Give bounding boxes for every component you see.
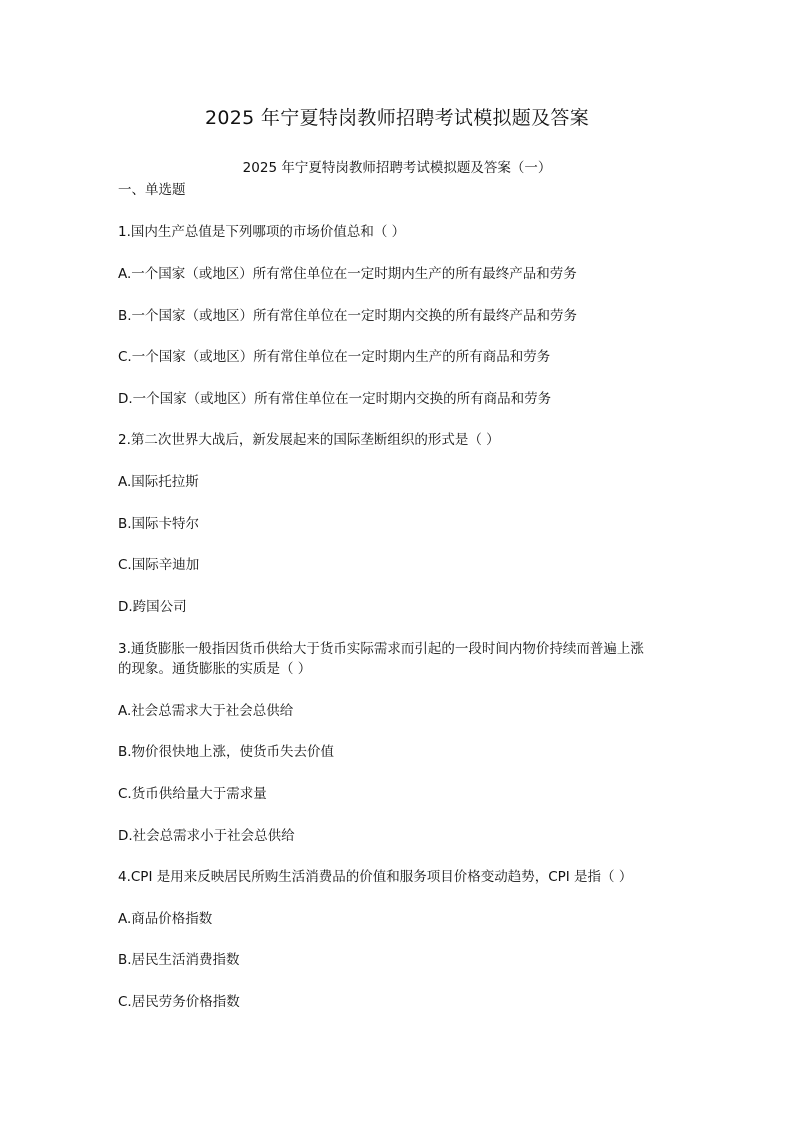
document-subtitle: 2025 年宁夏特岗教师招聘考试模拟题及答案（一） xyxy=(242,160,552,176)
section-heading: 一、单选题 xyxy=(118,182,186,198)
question-3-stem-line-1: 3.通货膨胀一般指因货币供给大于货币实际需求而引起的一段时间内物价持续而普遍上涨 xyxy=(118,641,644,657)
question-2-option-c: C.国际辛迪加 xyxy=(118,557,200,573)
question-3-stem-line-2: 的现象。通货膨胀的实质是（ ） xyxy=(118,661,312,677)
question-3-option-a: A.社会总需求大于社会总供给 xyxy=(118,703,294,719)
question-2-option-b: B.国际卡特尔 xyxy=(118,516,200,532)
question-2-option-d: D.跨国公司 xyxy=(118,599,187,615)
question-4-option-b: B.居民生活消费指数 xyxy=(118,952,240,968)
question-4-stem: 4.CPI 是用来反映居民所购生活消费品的价值和服务项目价格变动趋势，CPI 是指（ ） xyxy=(118,869,633,885)
question-4-option-a: A.商品价格指数 xyxy=(118,911,213,927)
question-1-option-a: A.一个国家（或地区）所有常住单位在一定时期内生产的所有最终产品和劳务 xyxy=(118,266,577,282)
question-3-option-c: C.货币供给量大于需求量 xyxy=(118,786,267,802)
document-title: 2025 年宁夏特岗教师招聘考试模拟题及答案 xyxy=(205,107,589,129)
question-1-option-d: D.一个国家（或地区）所有常住单位在一定时期内交换的所有商品和劳务 xyxy=(118,391,552,407)
question-4-option-c: C.居民劳务价格指数 xyxy=(118,994,240,1010)
question-1-option-c: C.一个国家（或地区）所有常住单位在一定时期内生产的所有商品和劳务 xyxy=(118,349,551,365)
question-3-option-d: D.社会总需求小于社会总供给 xyxy=(118,828,295,844)
question-1-option-b: B.一个国家（或地区）所有常住单位在一定时期内交换的所有最终产品和劳务 xyxy=(118,308,578,324)
question-1-stem: 1.国内生产总值是下列哪项的市场价值总和（ ） xyxy=(118,224,406,240)
question-3-option-b: B.物价很快地上涨，使货币失去价值 xyxy=(118,744,335,760)
question-2-option-a: A.国际托拉斯 xyxy=(118,474,199,490)
question-2-stem: 2.第二次世界大战后，新发展起来的国际垄断组织的形式是（ ） xyxy=(118,432,500,448)
